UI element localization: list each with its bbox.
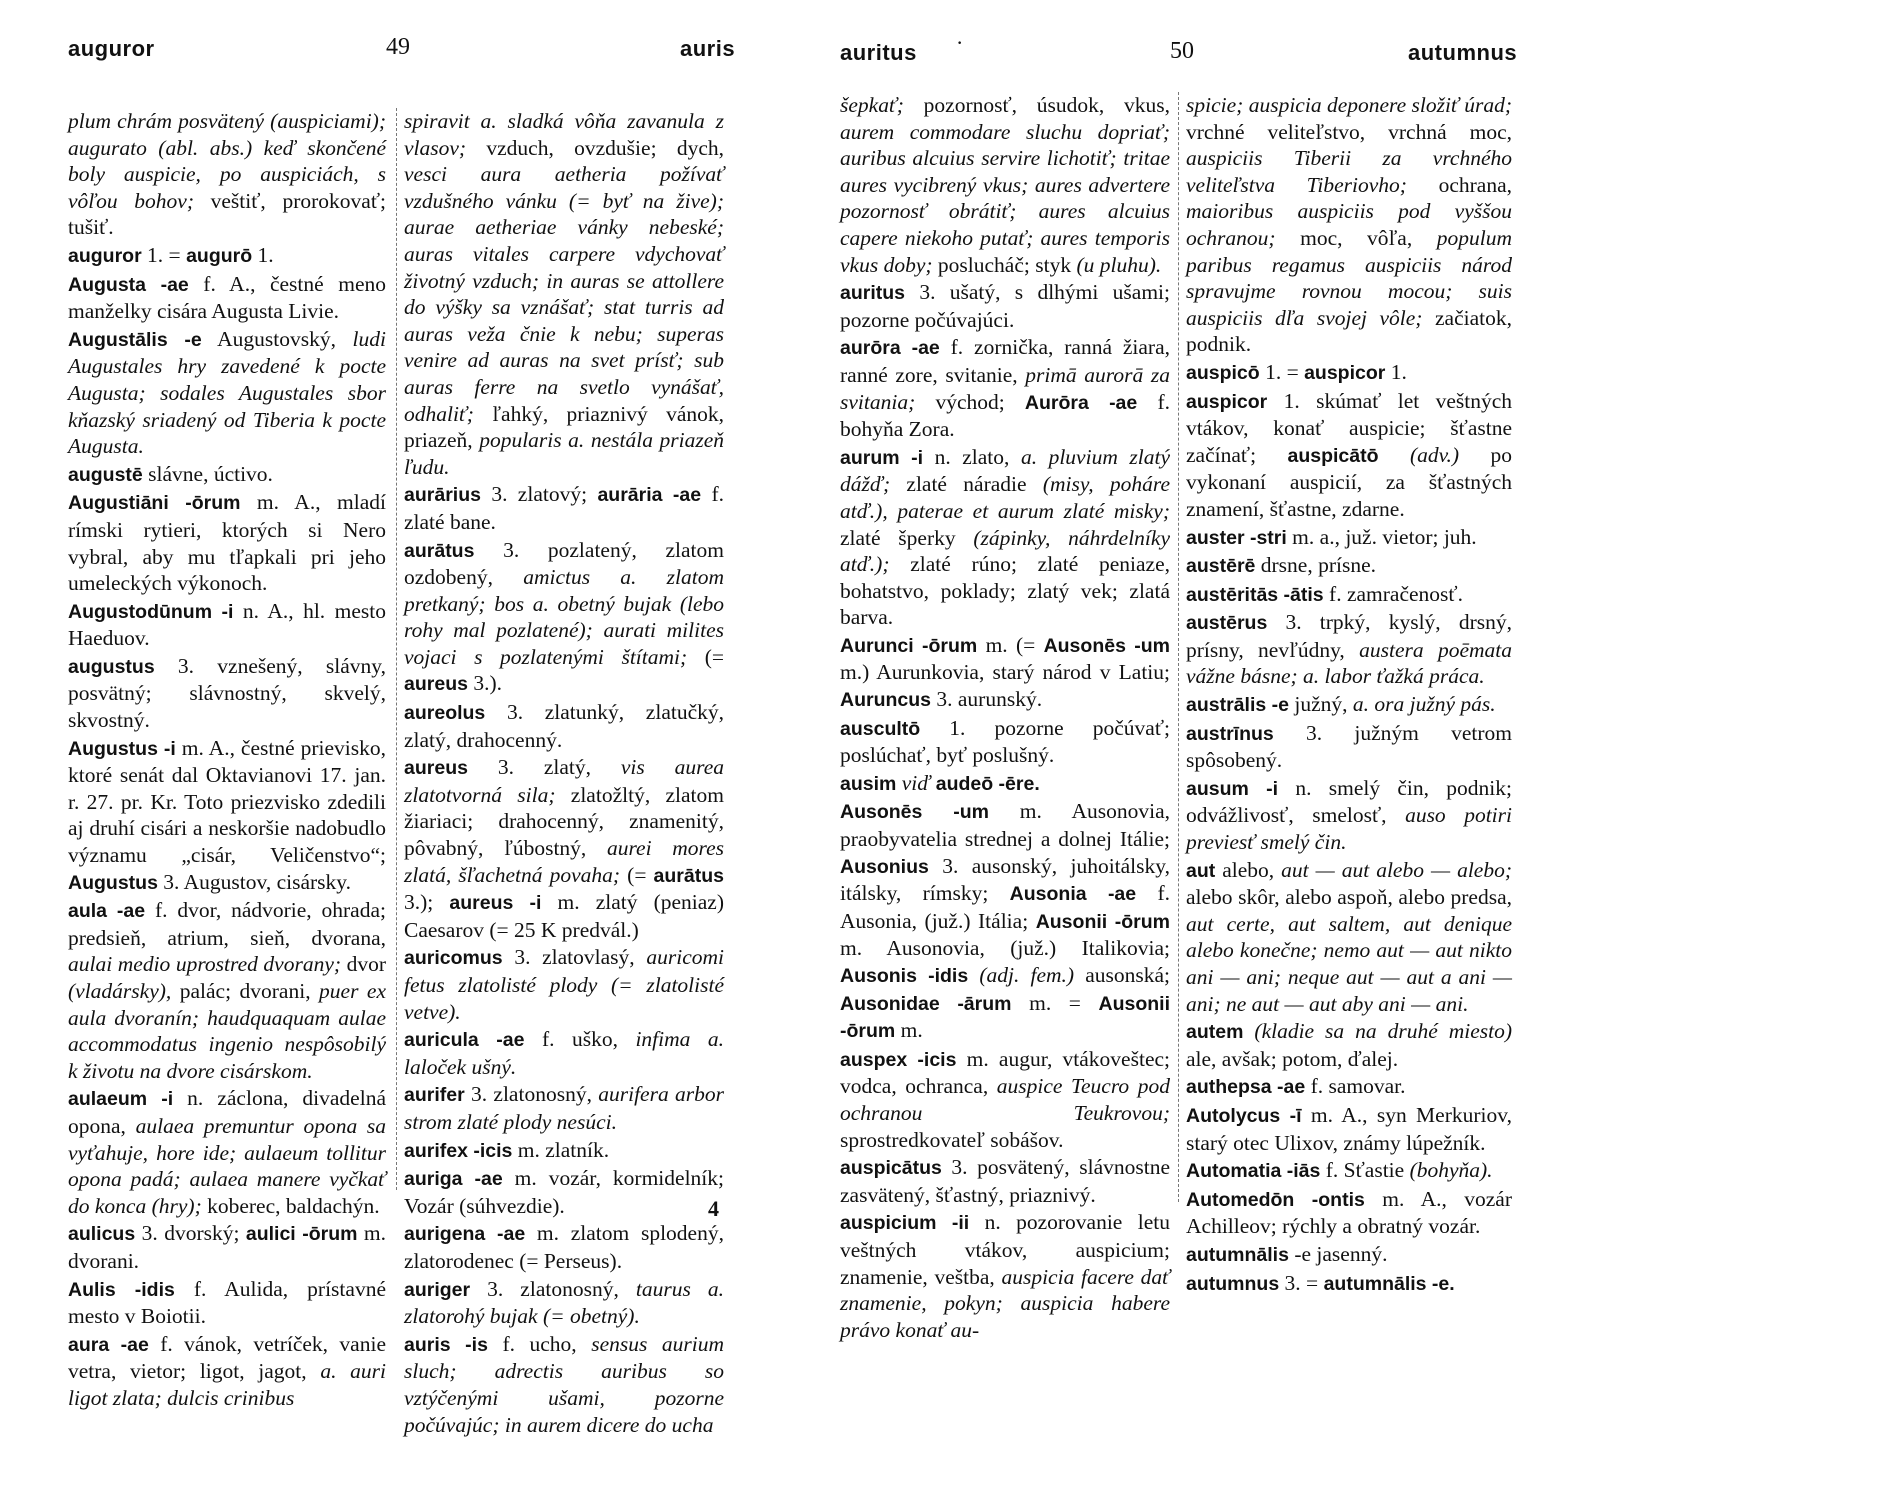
entry-example: aut — aut alebo — alebo; xyxy=(1281,857,1512,882)
entry-definition: m. dvorani. xyxy=(68,1221,386,1273)
dictionary-entry xyxy=(68,1276,386,1330)
dictionary-entry xyxy=(840,632,1170,714)
entry-headword: austrālis -e xyxy=(1186,694,1289,717)
entry-definition: m. (= xyxy=(977,632,1044,657)
entry-definition: f. Sťastie xyxy=(1320,1158,1410,1183)
entry-headword: Augustodūnum -i xyxy=(68,600,234,623)
entry-definition: vzduch, ovzdušie; dych, xyxy=(466,135,724,160)
entry-definition: f. uško, xyxy=(524,1027,636,1052)
entry-definition: 3. = xyxy=(1279,1270,1324,1295)
entry-definition: 3. posvätený, slávnostne zasvätený, šťastný, priaznivý. xyxy=(840,1155,1170,1207)
entry-definition: m. zlatý (peniaz) Caesarov (= 25 K predvál.) xyxy=(404,890,725,942)
dictionary-entry xyxy=(404,108,724,480)
entry-headword: auricula -ae xyxy=(404,1029,525,1052)
entry-headword: Autolycus -ī xyxy=(1186,1104,1302,1127)
entry-headword: austēritās -ātis xyxy=(1186,583,1324,606)
entry-example: aulai medio uprostred dvorany; xyxy=(68,952,342,977)
right-header-word: autumnus xyxy=(1408,40,1518,65)
entry-example: ludi Augustales hry zavedené k pocte Augusta; sodales Augustales sbor kňazský sriadený od Tiberia k pocte Augusta. xyxy=(68,326,386,459)
entry-definition: f. Ausonia, (juž.) Itália; xyxy=(840,881,1170,933)
entry-example: spicie; auspicia deponere složiť úrad; xyxy=(1186,93,1512,117)
entry-headword: Aurōra -ae xyxy=(1024,391,1138,414)
entry-headword: aurifex -icis xyxy=(404,1139,513,1162)
entry-headword: auspicium -ii xyxy=(840,1212,970,1235)
entry-definition: (= xyxy=(620,862,654,887)
entry-headword: Automedōn -ontis xyxy=(1186,1188,1365,1211)
entry-definition: m. A., mladí rímski rytieri, ktorých si Nero vybral, aby mu tľapkali pri jeho umeleckých výkonoch. xyxy=(68,490,386,596)
dictionary-entry xyxy=(1186,1157,1512,1185)
entry-definition: 3. dvorský; xyxy=(135,1221,246,1246)
entry-example: austera poēmata vážne básne; a. labor ťažká práca. xyxy=(1186,637,1512,689)
entry-definition: alebo skôr, alebo aspoň, alebo predsa, xyxy=(1186,885,1512,910)
entry-definition: 1. skúmať let veštných vtákov, konať auspicie; šťastne začínať; xyxy=(1186,388,1512,467)
entry-definition: n. A., hl. mesto Haeduov. xyxy=(68,598,386,651)
entry-headword: aurātus xyxy=(653,864,724,887)
dictionary-entry xyxy=(840,1209,1170,1343)
entry-example: auricomi fetus zlatolisté plody (= zlatolisté vetve). xyxy=(404,945,724,1024)
dictionary-entry xyxy=(68,653,386,734)
entry-definition: 3. ausonský, juhoitálsky, itálsky, rímsky; xyxy=(840,853,1170,906)
entry-headword: Ausonia -ae xyxy=(1009,883,1137,906)
decorative-dot: · xyxy=(956,30,964,55)
entry-definition: 3. zlatonosný, xyxy=(464,1082,599,1107)
entry-definition: n. záclona, divadelná opona, xyxy=(68,1086,386,1138)
right-page-number: 50 xyxy=(1170,38,1194,64)
entry-example: a. pluvium zlatý dážď; xyxy=(840,444,1170,497)
entry-definition: zlatožltý, zlatom žiariaci; drahocenný, znamenitý, pôvabný, ľúbostný, xyxy=(404,782,725,861)
entry-example: spiravit a. sladká vôňa zavanula z vlasov; xyxy=(404,109,724,160)
dictionary-entry xyxy=(1186,92,1512,358)
dictionary-entry xyxy=(68,489,386,596)
entry-headword: Aurunci -ōrum xyxy=(840,634,978,657)
dictionary-entry xyxy=(68,326,386,460)
entry-definition: m. vozár, kormidelník; Vozár (súhvezdie). xyxy=(404,1166,724,1218)
entry-example: auspicia facere dať znamenie, pokyn; auspicia habere právo konať au- xyxy=(840,1264,1170,1342)
entry-example: (adj. fem.) xyxy=(979,963,1075,987)
entry-headword: auguror xyxy=(68,244,142,267)
entry-headword: Augusta -ae xyxy=(68,273,189,296)
entry-definition xyxy=(1243,1019,1254,1043)
entry-definition: 3. aurunský. xyxy=(931,687,1043,712)
entry-example: puer ex aula dvoranín; haudquaquam aulae accommodatus ingenio nespôsobilý k životu na dvore cisárskom. xyxy=(68,979,386,1083)
entry-definition: f. A., čestné meno manželky cisára Augusta Livie. xyxy=(68,271,386,324)
dictionary-entry xyxy=(68,108,386,241)
entry-definition: 3. zlatonosný, xyxy=(470,1276,636,1301)
entry-definition: m. A., čestné prievisko, ktoré senát dal Oktavianovi 17. jan. r. 27. pr. Kr. Toto priezvisko zdedili aj druhí cisári a neskoršie nadobudlo významu „cisár, Veličenstvo“; xyxy=(68,735,386,868)
entry-definition: ausonská; xyxy=(1074,963,1171,987)
entry-headword: autem xyxy=(1186,1021,1244,1044)
entry-example: (misy, poháre atď.), paterae et aurum zlaté misky; xyxy=(840,472,1170,523)
entry-example: (vladársky), xyxy=(68,979,172,1003)
entry-definition: m. A., vozár Achilleov; rýchly a obratný vozár. xyxy=(1186,1186,1512,1239)
right-header-word: auris xyxy=(680,36,736,61)
entry-headword: austrīnus xyxy=(1186,722,1274,745)
entry-headword: Aulis -idis xyxy=(68,1278,175,1301)
entry-definition: m. zlatom splodený, zlatorodenec (= Perseus). xyxy=(404,1221,724,1273)
entry-definition: (= xyxy=(687,644,724,669)
entry-definition: f. samovar. xyxy=(1305,1074,1406,1099)
dictionary-entry xyxy=(1186,720,1512,774)
entry-headword: aureus -i xyxy=(449,892,542,915)
dictionary-entry xyxy=(840,92,1170,278)
dictionary-entry xyxy=(68,897,386,1084)
entry-definition: m.) Aurunkovia, starý národ v Latiu; xyxy=(840,660,1170,685)
entry-headword: auspex -icis xyxy=(840,1048,957,1071)
entry-definition: 3. južným vetrom spôsobený. xyxy=(1186,720,1512,773)
entry-definition: f. zamračenosť. xyxy=(1323,581,1463,606)
entry-headword: austērē xyxy=(1186,555,1256,578)
entry-definition: f. Aulida, prístavné mesto v Boiotii. xyxy=(68,1276,386,1329)
entry-definition: zlaté rúno; zlaté peniaze, bohatstvo, poklady; zlatý vek; zlatá barva. xyxy=(840,552,1170,630)
entry-headword: aurāria -ae xyxy=(597,484,702,507)
entry-headword: aureus xyxy=(404,673,468,696)
right-page-column-1 xyxy=(840,92,1170,1343)
entry-headword: auster -stri xyxy=(1186,526,1287,549)
entry-definition: začiatok, podnik. xyxy=(1186,305,1512,357)
entry-definition: zlaté náradie xyxy=(890,472,1043,497)
dictionary-entry xyxy=(404,1026,724,1080)
dictionary-entry xyxy=(404,1331,724,1438)
signature-number: 4 xyxy=(708,1196,719,1221)
dictionary-entry xyxy=(840,1046,1170,1153)
dictionary-entry xyxy=(1186,388,1512,523)
entry-example: auspice Teucro pod ochranou Teukrovou; xyxy=(840,1074,1170,1125)
entry-example: aut certe, aut saltem, aut denique alebo konečne; nemo aut — aut nikto ani — ani; neque aut — aut a ani — ani; ne aut — aut aby ani — ani. xyxy=(1186,911,1512,1016)
entry-definition: f. zornička, ranná žiara, ranné zore, svitanie, xyxy=(840,335,1170,387)
entry-example: aurei mores zlatá, šľachetná povaha; xyxy=(404,836,725,887)
entry-definition: ale, avšak; potom, ďalej. xyxy=(1186,1046,1399,1071)
dictionary-entry xyxy=(68,271,386,325)
entry-example: vis aurea zlatotvorná sila; xyxy=(404,755,724,807)
entry-definition: 3.); xyxy=(404,890,450,915)
entry-headword: Augustus -i xyxy=(68,737,176,760)
dictionary-entry xyxy=(1186,581,1512,609)
entry-example: a. auri ligot zlata; dulcis crinibus xyxy=(68,1359,386,1410)
left-page-column-2 xyxy=(404,108,724,1438)
entry-definition: m. zlatník. xyxy=(512,1137,610,1162)
entry-headword: auspicātō xyxy=(1287,444,1379,467)
entry-headword: Automatia -iās xyxy=(1186,1160,1321,1183)
entry-headword: auricomus xyxy=(404,947,503,970)
entry-headword: authepsa -ae xyxy=(1186,1076,1306,1099)
entry-definition: 3. zlatovlasý, xyxy=(502,945,647,970)
entry-definition: 3. ušatý, s dlhými ušami; pozorne počúvajúci. xyxy=(840,280,1170,332)
entry-headword: aureus xyxy=(404,757,468,780)
entry-example: sensus aurium sluch; adrectis auribus so vztýčenými ušami, pozorne počúvajúc; in aurem dicere do ucha xyxy=(404,1331,725,1437)
entry-definition: po vykonaní auspicií, za šťastných znamení, šťastne, zdarne. xyxy=(1186,442,1513,521)
dictionary-entry xyxy=(68,1220,386,1274)
entry-headword: Auruncus xyxy=(840,689,932,712)
dictionary-entry xyxy=(404,1165,724,1219)
entry-definition: m. xyxy=(895,1018,923,1043)
dictionary-entry xyxy=(1186,1073,1512,1101)
dictionary-entry xyxy=(840,798,1170,1044)
entry-definition: m. a., juž. vietor; juh. xyxy=(1286,524,1477,549)
dictionary-entry xyxy=(1186,1270,1512,1298)
entry-definition: veštiť, prorokovať; tušiť. xyxy=(68,188,386,240)
entry-headword: aurum -i xyxy=(840,446,924,469)
entry-definition: alebo, xyxy=(1215,857,1282,882)
entry-headword: autumnālis -e. xyxy=(1323,1272,1455,1295)
entry-definition: f. vánok, vetríček, vanie vetra, vietor; ligot, jagot, xyxy=(68,1331,386,1384)
entry-definition: drsne, prísne. xyxy=(1255,553,1376,578)
entry-headword: aureolus xyxy=(404,702,486,725)
entry-example: amictus a. zlatom pretkaný; bos a. obetný bujak (lebo rohy mal pozlatené); aurati milites vojaci s pozlatenými štítami; xyxy=(404,565,724,669)
entry-headword: auriger xyxy=(404,1278,471,1301)
entry-definition: 3. zlatunký, zlatučký, zlatý, drahocenný. xyxy=(404,700,724,752)
entry-definition: pozornosť, úsudok, vkus, xyxy=(903,93,1170,117)
entry-definition: moc, vôľa, xyxy=(1275,225,1437,250)
entry-headword: aula -ae xyxy=(68,900,146,923)
entry-example: (u pluhu). xyxy=(1076,252,1162,277)
entry-example: taurus a. zlatorohý bujak (= obetný). xyxy=(404,1276,724,1329)
dictionary-entry xyxy=(68,1331,386,1412)
entry-example: infima a. laloček ušný. xyxy=(404,1027,724,1079)
entry-headword: auspicor xyxy=(1304,361,1386,384)
entry-example: auso potiri previesť smelý čin. xyxy=(1186,803,1512,855)
dictionary-entry xyxy=(404,1220,724,1274)
dictionary-entry xyxy=(1186,775,1512,856)
entry-definition: f. zlaté bane. xyxy=(404,482,724,534)
dictionary-entry xyxy=(404,1276,724,1330)
entry-example: maioribus auspiciis pod vyššou ochranou; xyxy=(1186,199,1512,250)
entry-definition: 3. vznešený, slávny, posvätný; slávnostný, skvelý, skvostný. xyxy=(68,653,386,733)
entry-headword: Augustiāni -ōrum xyxy=(68,492,241,515)
entry-headword: aulicus xyxy=(68,1223,136,1246)
entry-example: viď xyxy=(901,770,931,795)
entry-definition: ľahký, priaznivý vánok, priazeň, xyxy=(404,401,724,453)
entry-definition: palác; dvorani, xyxy=(171,979,320,1003)
entry-definition: 1. xyxy=(1385,359,1407,384)
dictionary-entry xyxy=(68,461,386,489)
entry-headword: auspicō xyxy=(1186,361,1260,384)
entry-example: šepkať; xyxy=(840,93,904,117)
entry-headword: auriga -ae xyxy=(404,1168,503,1191)
entry-example: aurifera arbor strom zlaté plody nesúci. xyxy=(404,1082,724,1134)
dictionary-entry xyxy=(404,699,724,753)
entry-headword: autumnālis xyxy=(1186,1243,1289,1266)
entry-definition: sprostredkovateľ sobášov. xyxy=(840,1127,1064,1152)
entry-example: (adv.) xyxy=(1409,442,1460,467)
entry-headword: augustē xyxy=(68,463,143,486)
entry-definition: slávne, úctivo. xyxy=(142,461,273,486)
entry-definition: 3. Augustov, cisársky. xyxy=(157,869,352,894)
entry-example: auspiciis Tiberii za vrchného veliteľstva Tiberiovho; xyxy=(1186,146,1512,197)
entry-headword: ausim xyxy=(840,772,897,795)
entry-headword: aura -ae xyxy=(68,1333,149,1356)
entry-headword: auscultō xyxy=(840,717,921,740)
entry-definition: ochrana, xyxy=(1406,172,1512,197)
entry-example: (bohyňa). xyxy=(1409,1158,1493,1183)
entry-definition: poslucháč; styk xyxy=(932,252,1077,277)
entry-headword: Ausonidae -ārum xyxy=(840,992,1012,1015)
entry-headword: augurō xyxy=(186,244,253,267)
dictionary-entry xyxy=(1186,1186,1512,1240)
entry-definition: 1. = xyxy=(141,242,187,267)
entry-definition: f. bohyňa Zora. xyxy=(840,389,1170,442)
entry-example: primā aurorā za svitania; xyxy=(840,362,1170,414)
left-header-word: auguror xyxy=(68,36,155,61)
entry-headword: auritus xyxy=(840,282,906,305)
entry-headword: auspicor xyxy=(1186,390,1268,413)
left-page-number: 49 xyxy=(386,34,410,60)
entry-definition: -e jasenný. xyxy=(1288,1241,1388,1266)
entry-example: aulaea premuntur opona sa vyťahuje, hore ide; aulaeum tollitur opona padá; aulaea manere vyčkať do konca (hry); xyxy=(68,1113,386,1218)
entry-headword: Ausonii -ōrum xyxy=(840,992,1170,1043)
dictionary-entry xyxy=(404,481,724,535)
entry-headword: austērus xyxy=(1186,612,1268,635)
dictionary-entry xyxy=(1186,524,1512,552)
dictionary-entry xyxy=(68,242,386,270)
column-divider xyxy=(396,108,397,1190)
entry-headword: aulici -ōrum xyxy=(245,1223,358,1246)
dictionary-entry xyxy=(1186,1241,1512,1269)
dictionary-entry xyxy=(68,598,386,652)
dictionary-entry xyxy=(1186,857,1512,1018)
dictionary-entry xyxy=(840,334,1170,442)
dictionary-entry xyxy=(1186,1102,1512,1156)
dictionary-entry xyxy=(404,944,724,1025)
entry-example: plum chrám posvätený (auspiciami); augurato (abl. abs.) keď skončené boly auspicie, po auspiciách, s vôľou bohov; xyxy=(68,109,386,213)
dictionary-entry xyxy=(1186,552,1512,580)
entry-headword: aurigena -ae xyxy=(404,1223,526,1246)
dictionary-entry xyxy=(840,444,1170,631)
entry-definition: n. zlato, xyxy=(923,444,1021,469)
entry-headword: ausum -i xyxy=(1186,777,1279,800)
entry-definition: východ; xyxy=(915,389,1025,414)
entry-headword: Augustus xyxy=(68,871,158,894)
left-header-word: auritus xyxy=(840,40,917,65)
dictionary-entry xyxy=(840,770,1170,798)
entry-definition: m. A., syn Merkuriov, starý otec Ulixov, známy lúpežník. xyxy=(1186,1102,1512,1155)
dictionary-entry xyxy=(840,279,1170,333)
dictionary-entry xyxy=(1186,609,1512,690)
entry-definition xyxy=(1379,443,1410,467)
entry-definition: zlaté šperky xyxy=(840,525,974,550)
entry-headword: auris -is xyxy=(404,1333,488,1356)
entry-definition: Augustovský, xyxy=(201,326,353,351)
column-divider xyxy=(1178,92,1179,1202)
dictionary-entry xyxy=(404,1137,724,1165)
entry-definition: 3. zlatý, xyxy=(467,755,621,780)
entry-definition: m. Ausonovia, praobyvatelia strednej a dolnej Itálie; xyxy=(840,799,1171,852)
dictionary-entry xyxy=(68,1085,386,1219)
entry-example: a. ora južný pás. xyxy=(1352,692,1496,717)
entry-definition: 1. pozorne počúvať; poslúchať, byť poslušný. xyxy=(840,715,1170,768)
dictionary-entry xyxy=(404,754,724,943)
entry-headword: Ausonēs -um xyxy=(840,801,989,824)
dictionary-entry xyxy=(68,735,386,897)
entry-headword: aulaeum -i xyxy=(68,1088,174,1111)
entry-definition: n. smelý čin, podnik; odvážlivosť, smelosť, xyxy=(1186,775,1512,828)
entry-headword: autumnus xyxy=(1186,1272,1280,1295)
right-page-column-2 xyxy=(1186,92,1512,1297)
entry-headword: aurōra -ae xyxy=(840,337,940,360)
entry-headword: audeō -ēre. xyxy=(935,772,1040,795)
entry-definition: koberec, baldachýn. xyxy=(201,1193,380,1218)
entry-headword: Ausonis -idis xyxy=(840,965,969,987)
entry-definition: vrchné veliteľstvo, vrchná moc, xyxy=(1186,119,1512,144)
dictionary-entry xyxy=(1186,1018,1512,1072)
entry-headword: augustus xyxy=(68,655,155,678)
left-page-column-1 xyxy=(68,108,386,1412)
entry-definition: 1. = xyxy=(1259,359,1305,384)
dictionary-entry xyxy=(1186,691,1512,719)
entry-definition: 1. xyxy=(252,242,274,267)
entry-definition: 3. trpký, kyslý, drsný, prísny, nevľúdny, xyxy=(1186,610,1512,662)
entry-headword: Augustālis -e xyxy=(68,328,202,351)
entry-definition: m. Ausonovia, (juž.) Italikovia; xyxy=(840,936,1170,961)
entry-example: populum paribus regamus auspiciis národ spravujme rovnou mocou; suis auspiciis dľa svojej vôle; xyxy=(1186,225,1512,330)
entry-definition: južný, xyxy=(1288,692,1353,717)
entry-headword: aurātus xyxy=(404,539,475,562)
entry-example: (kladie sa na druhé miesto) xyxy=(1254,1019,1513,1044)
entry-headword: Ausonēs -um xyxy=(1043,634,1171,657)
entry-definition: f. ucho, xyxy=(487,1331,592,1356)
entry-headword: Ausonius xyxy=(840,855,929,878)
entry-definition: m. = xyxy=(1011,990,1099,1015)
entry-definition: 3.). xyxy=(467,671,502,696)
entry-headword: aut xyxy=(1186,859,1216,882)
entry-example: popularis a. nestála priazeň ľudu. xyxy=(404,428,724,479)
dictionary-entry xyxy=(840,715,1170,769)
entry-example: vesci aura aetheria požívať vzdušného vánku (= byť na žive); aurae aetheriae vánky nebeské; auras vitales carpere vdychovať životný vzduch; in auras se attollere do výšky sa vznášať; stat turris ad auras veža čnie k nebu; superas venire ad auras na svet prísť; sub auras ferre na svetlo vynášať, odhaliť; xyxy=(404,162,724,426)
dictionary-entry xyxy=(404,537,724,699)
entry-headword: auspicātus xyxy=(840,1157,942,1180)
entry-headword: aurifer xyxy=(404,1084,465,1107)
entry-definition: n. pozorovanie letu veštných vtákov, auspicium; znamenie, veštba, xyxy=(840,1210,1170,1289)
dictionary-entry xyxy=(1186,359,1512,387)
entry-definition: f. dvor, nádvorie, ohrada; predsieň, atrium, sieň, dvorana, xyxy=(68,898,386,950)
entry-headword: Ausonii -ōrum xyxy=(1035,910,1170,933)
entry-definition: dvor xyxy=(341,952,386,977)
entry-definition: m. augur, vtákoveštec; vodca, ochranca, xyxy=(840,1046,1171,1099)
dictionary-entry xyxy=(840,1154,1170,1208)
entry-definition: 3. zlatový; xyxy=(480,482,598,507)
dictionary-entry xyxy=(404,1081,724,1135)
entry-definition: 3. pozlatený, zlatom ozdobený, xyxy=(404,537,724,590)
entry-definition xyxy=(968,963,979,987)
entry-example: (zápinky, náhrdelníky atď.); xyxy=(840,525,1170,577)
entry-headword: aurārius xyxy=(404,484,481,507)
entry-example: aurem commodare sluchu dopriať; auribus alcuius servire lichotiť; tritae aures vycibrený vkus; aures advertere pozornosť obrátiť; aures alcuius capere niekoho putať; aures temporis vkus doby; xyxy=(840,119,1170,277)
